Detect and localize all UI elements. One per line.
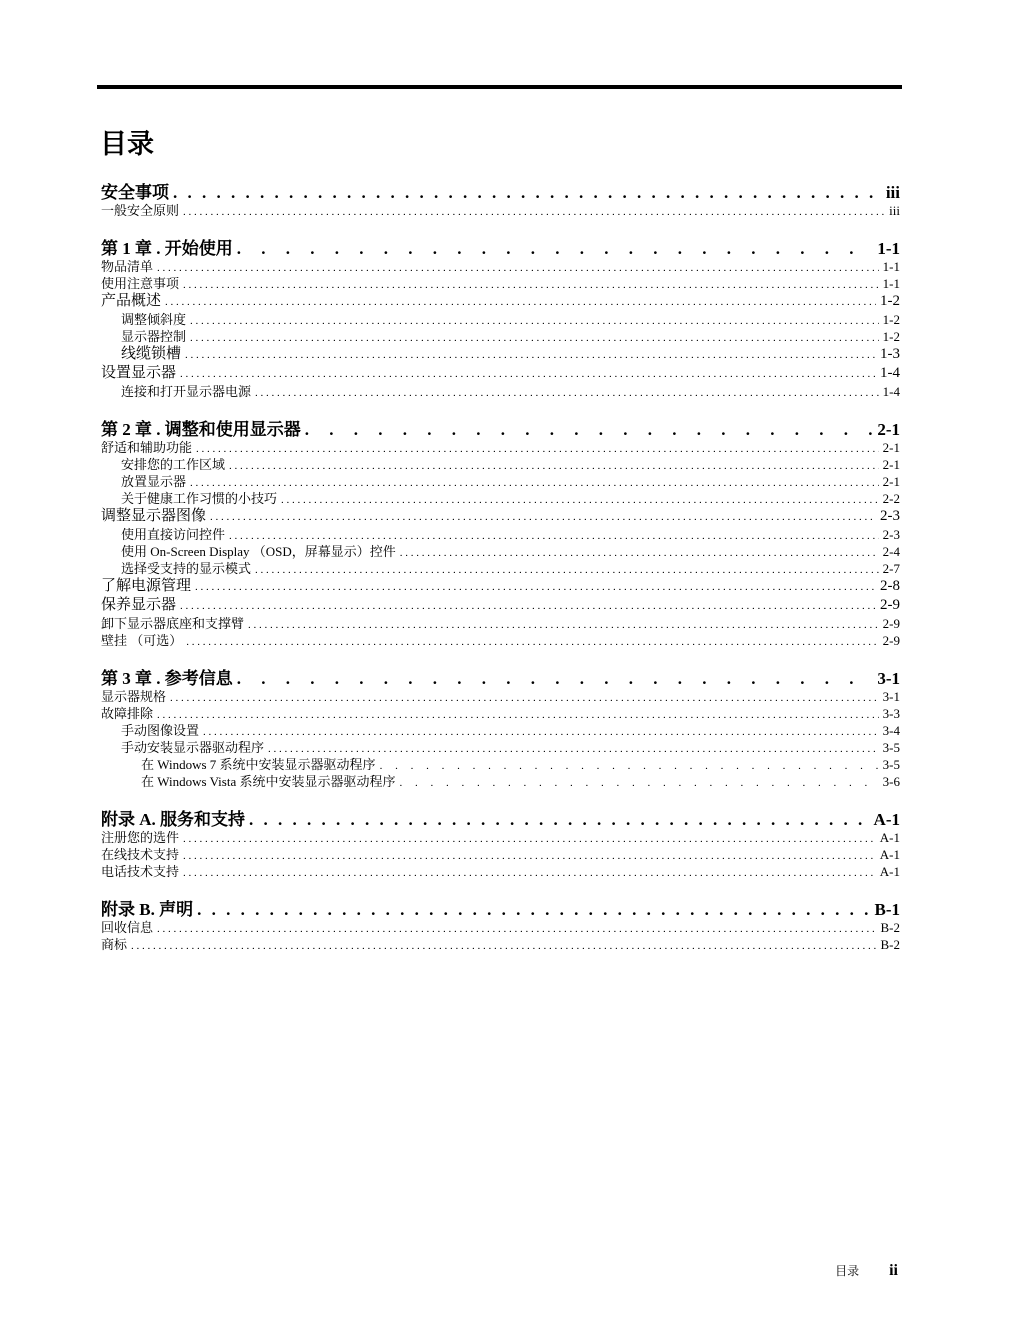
- dot-leader: [210, 512, 876, 523]
- toc-page-number: 1-4: [882, 384, 900, 399]
- toc-page-number: 2-1: [882, 474, 900, 489]
- toc-entry-label: 调整显示器图像: [101, 508, 207, 524]
- toc-chapter-label: 安全事项: [101, 183, 169, 202]
- toc-page-number: 3-1: [877, 669, 900, 688]
- toc-page-number: 2-3: [882, 527, 900, 542]
- toc-entry[interactable]: [101, 509, 900, 528]
- dot-leader: [157, 710, 879, 721]
- dot-leader: [268, 744, 879, 755]
- dot-leader: [400, 548, 879, 559]
- toc-subentry[interactable]: [101, 475, 900, 492]
- dot-leader: [157, 924, 876, 935]
- toc-entry-label: 产品概述: [101, 293, 162, 309]
- toc-page-number: 2-9: [882, 616, 900, 631]
- toc-entry-label: 安排您的工作区域: [121, 457, 226, 472]
- footer-page-number: ii: [889, 1262, 898, 1279]
- toc-entry-label: 线缆锁槽: [121, 346, 182, 362]
- toc-entry[interactable]: [101, 366, 900, 385]
- dot-leader: [183, 280, 879, 291]
- toc-page-number: 1-2: [882, 312, 900, 327]
- dot-leader: [190, 478, 879, 489]
- toc-subsubentry[interactable]: [101, 775, 900, 792]
- toc-page-number: 1-2: [882, 329, 900, 344]
- toc-entry[interactable]: [101, 634, 900, 651]
- toc-entry[interactable]: [101, 617, 900, 634]
- toc-page-number: 1-3: [880, 346, 900, 362]
- toc-chapter-label: 第 1 章 . 开始使用: [101, 239, 233, 258]
- toc-page-number: B-1: [874, 900, 900, 919]
- toc-entry-label: 在 Windows 7 系统中安装显示器驱动程序: [141, 757, 376, 772]
- toc-entry-label: 关于健康工作习惯的小技巧: [121, 491, 278, 506]
- toc-page-number: 2-7: [882, 561, 900, 576]
- top-rule: [97, 85, 902, 89]
- toc-entry-label: 壁挂 （可选）: [101, 633, 183, 648]
- toc-page-number: 2-1: [882, 457, 900, 472]
- toc-page-number: A-1: [879, 864, 900, 879]
- toc-entry-label: 使用直接访问控件: [121, 527, 226, 542]
- toc-entry-label: 保养显示器: [101, 597, 177, 613]
- toc-entry[interactable]: [101, 707, 900, 724]
- toc-page-number: iii: [885, 183, 900, 202]
- toc-page-number: 3-3: [882, 706, 900, 721]
- toc-subentry[interactable]: [101, 545, 900, 562]
- toc-page-number: 1-4: [880, 365, 900, 381]
- dot-leader: [190, 316, 879, 327]
- toc-subentry[interactable]: [101, 724, 900, 741]
- toc-page-number: 2-8: [880, 578, 900, 594]
- toc-chapter-safety[interactable]: [101, 184, 900, 204]
- toc-entry-label: 电话技术支持: [101, 864, 180, 879]
- toc-chapter-label: 第 2 章 . 调整和使用显示器: [101, 420, 301, 439]
- toc-page-number: 3-6: [882, 774, 900, 789]
- toc-page-number: 1-2: [880, 293, 900, 309]
- toc-page-number: 1-1: [882, 259, 900, 274]
- dot-leader: [180, 601, 876, 612]
- toc-subentry[interactable]: [101, 528, 900, 545]
- toc-chapter-label: 附录 A. 服务和支持: [101, 810, 246, 829]
- toc-page-number: 3-4: [882, 723, 900, 738]
- dot-leader: [183, 851, 876, 862]
- dot-leader: [190, 333, 879, 344]
- toc-chapter-label: 附录 B. 声明: [101, 900, 194, 919]
- toc-entry[interactable]: [101, 277, 900, 294]
- toc-entry-label: 一般安全原则: [101, 203, 180, 218]
- toc-entry-label: 手动图像设置: [121, 723, 200, 738]
- dot-leader: [229, 531, 879, 542]
- toc-entry-label: 显示器控制: [121, 329, 187, 344]
- dot-leader: [173, 184, 882, 201]
- toc-page-number: 2-3: [880, 508, 900, 524]
- dot-leader: [281, 495, 879, 506]
- dot-leader: [229, 461, 879, 472]
- toc-entry[interactable]: [101, 598, 900, 617]
- dot-leader: [196, 444, 879, 455]
- toc-entry-label: 使用注意事项: [101, 276, 180, 291]
- toc-entry[interactable]: [101, 938, 900, 955]
- toc-entry-label: 设置显示器: [101, 365, 177, 381]
- toc-entry[interactable]: [101, 441, 900, 458]
- dot-leader: [255, 565, 879, 576]
- toc-entry-label: 使用 On-Screen Display （OSD，屏幕显示）控件: [121, 544, 396, 559]
- toc-subentry[interactable]: [101, 385, 900, 402]
- toc-page-number: 2-1: [877, 420, 900, 439]
- toc-entry-label: 调整倾斜度: [121, 312, 187, 327]
- toc-chapter-label: 第 3 章 . 参考信息: [101, 669, 233, 688]
- dot-leader: [157, 263, 879, 274]
- toc-page-number: 3-1: [882, 689, 900, 704]
- dot-leader: [399, 778, 878, 789]
- toc-entry-label: 显示器规格: [101, 689, 167, 704]
- toc-page-number: A-1: [879, 847, 900, 862]
- page-title: 目录: [100, 129, 154, 159]
- toc-page-number: A-1: [879, 830, 900, 845]
- dot-leader: [305, 421, 874, 438]
- toc-entry-label: 放置显示器: [121, 474, 187, 489]
- toc-entry[interactable]: [101, 831, 900, 848]
- dot-leader: [170, 693, 879, 704]
- toc-entry-label: 注册您的选件: [101, 830, 180, 845]
- dot-leader: [183, 207, 885, 218]
- toc-entry[interactable]: [101, 260, 900, 277]
- toc-entry-label: 回收信息: [101, 920, 154, 935]
- dot-leader: [237, 670, 874, 687]
- dot-leader: [380, 761, 879, 772]
- dot-leader: [249, 811, 870, 828]
- toc-entry[interactable]: [101, 865, 900, 882]
- toc-subentry[interactable]: [101, 347, 900, 366]
- dot-leader: [180, 369, 876, 380]
- toc-page-number: A-1: [873, 810, 900, 829]
- dot-leader: [165, 297, 876, 308]
- toc-entry-label: 在线技术支持: [101, 847, 180, 862]
- toc-entry-label: 卸下显示器底座和支撑臂: [101, 616, 245, 631]
- dot-leader: [255, 388, 879, 399]
- toc-entry[interactable]: [101, 204, 900, 221]
- toc-page-number: 2-9: [880, 597, 900, 613]
- toc-page-number: 1-1: [882, 276, 900, 291]
- toc-entry-label: 选择受支持的显示模式: [121, 561, 252, 576]
- toc-chapter-1[interactable]: [101, 240, 900, 260]
- toc-entry-label: 连接和打开显示器电源: [121, 384, 252, 399]
- toc-entry-label: 了解电源管理: [101, 578, 192, 594]
- dot-leader: [195, 582, 876, 593]
- toc-subentry[interactable]: [101, 741, 900, 758]
- toc-page-number: 2-4: [882, 544, 900, 559]
- toc-subentry[interactable]: [101, 492, 900, 509]
- dot-leader: [197, 901, 870, 918]
- toc-page-number: B-2: [880, 937, 900, 952]
- toc-subentry[interactable]: [101, 330, 900, 347]
- toc-chapter-3[interactable]: [101, 670, 900, 690]
- toc-subsubentry[interactable]: [101, 758, 900, 775]
- toc-appendix-a[interactable]: [101, 811, 900, 831]
- toc-subentry[interactable]: [101, 458, 900, 475]
- toc-subentry[interactable]: [101, 313, 900, 330]
- toc-entry[interactable]: [101, 690, 900, 707]
- toc-page-number: iii: [889, 203, 900, 218]
- dot-leader: [203, 727, 879, 738]
- toc-page-number: 2-2: [882, 491, 900, 506]
- toc-page-number: 2-1: [882, 440, 900, 455]
- toc-page-number: 1-1: [877, 239, 900, 258]
- toc-entry-label: 故障排除: [101, 706, 154, 721]
- toc-subentry[interactable]: [101, 562, 900, 579]
- toc-page-number: 3-5: [882, 740, 900, 755]
- dot-leader: [131, 941, 876, 952]
- dot-leader: [248, 620, 879, 631]
- footer-label: 目录: [835, 1264, 860, 1278]
- toc-entry-label: 物品清单: [101, 259, 154, 274]
- dot-leader: [186, 637, 878, 648]
- toc-appendix-b[interactable]: [101, 901, 900, 921]
- toc-page-number: 3-5: [882, 757, 900, 772]
- page-footer: [835, 1262, 898, 1280]
- toc-page-number: B-2: [880, 920, 900, 935]
- toc-entry[interactable]: [101, 921, 900, 938]
- table-of-contents: [101, 184, 900, 955]
- toc-entry-label: 商标: [101, 937, 128, 952]
- dot-leader: [183, 868, 876, 879]
- toc-page-number: 2-9: [882, 633, 900, 648]
- toc-entry[interactable]: [101, 848, 900, 865]
- toc-chapter-2[interactable]: [101, 421, 900, 441]
- toc-entry-label: 在 Windows Vista 系统中安装显示器驱动程序: [141, 774, 396, 789]
- dot-leader: [237, 240, 874, 257]
- dot-leader: [185, 350, 876, 361]
- toc-entry-label: 手动安装显示器驱动程序: [121, 740, 265, 755]
- toc-entry[interactable]: [101, 294, 900, 313]
- dot-leader: [183, 834, 876, 845]
- toc-entry-label: 舒适和辅助功能: [101, 440, 193, 455]
- toc-entry[interactable]: [101, 579, 900, 598]
